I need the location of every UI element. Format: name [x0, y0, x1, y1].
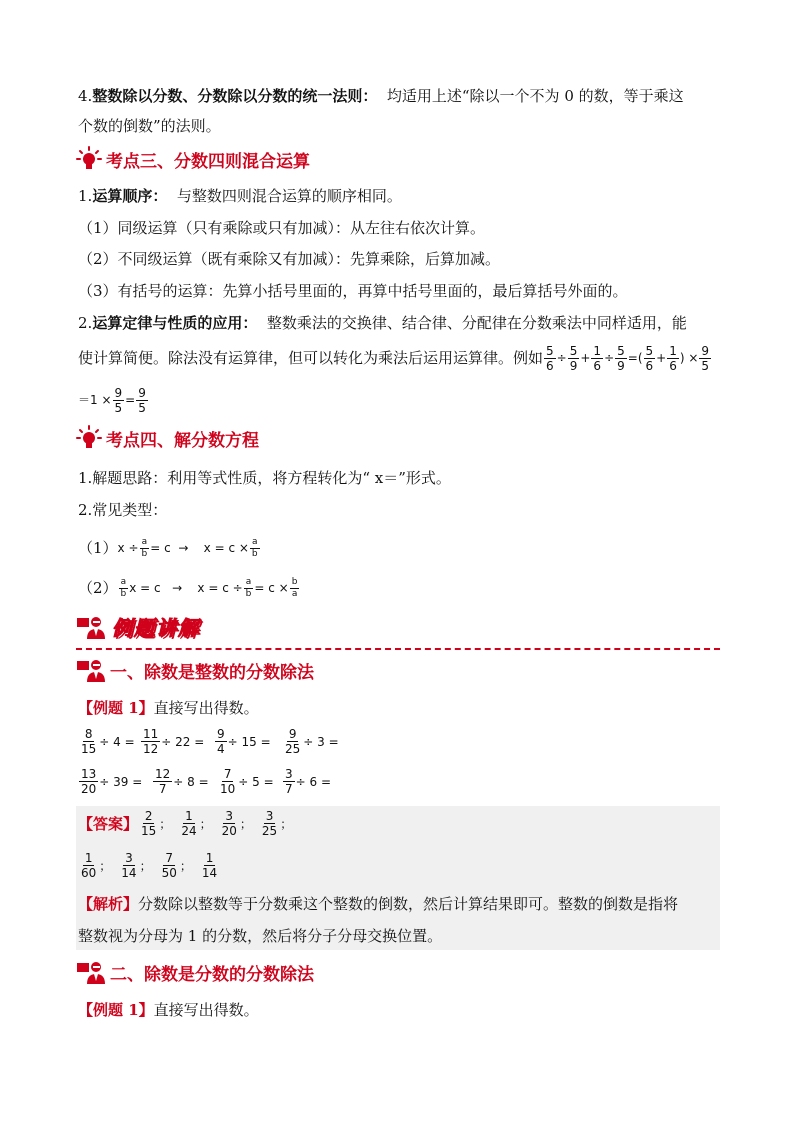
- rule4-line2: 个数的倒数”的法则。: [78, 117, 221, 135]
- question-item: $\frac{12}{7}$ ÷ 8 =: [155, 767, 209, 796]
- question-item: $\frac{3}{7}$ ÷ 6 =: [285, 767, 332, 796]
- kp3-order: 1.运算顺序： 与整数四则混合运算的顺序相同。: [78, 187, 402, 205]
- example-expression: $\frac{5}{6}$ ÷ $\frac{5}{9}$ + $\frac{1}{6}$ ÷ $\frac{5}{9}$ =( $\frac{5}{6}$ + $\frac{1}{6}$ ) × $\frac{9}{5}$: [546, 343, 710, 373]
- kp3-law-line1: 2.运算定律与性质的应用： 整数乘法的交换律、结合律、分配律在分数乘法中同样适用，能: [78, 314, 687, 332]
- kp3-law-line3: ＝1 × $\frac{9}{5}$ = $\frac{9}{5}$: [78, 385, 146, 415]
- kp3-item2: （2）不同级运算（既有乘除又有加减）：先算乘除，后算加减。: [78, 250, 501, 268]
- analysis-line2: 整数视为分母为 1 的分数，然后将分子分母交换位置。: [78, 927, 443, 945]
- question-row-1: [78, 728, 339, 755]
- sec1-heading: 一、除数是整数的分数除法: [76, 656, 314, 684]
- question-item: $\frac{13}{20}$ ÷ 39 =: [81, 767, 143, 796]
- kp3-item3: （3）有括号的运算：先算小括号里面的，再算中括号里面的，最后算括号外面的。: [78, 282, 628, 300]
- lightbulb-icon: [76, 146, 102, 172]
- kp3-heading: 考点三、分数四则混合运算: [76, 145, 310, 173]
- kp4-type1: （1） x ÷ $\frac{a}{b}$ = c → x = c × $\frac{a}{b}$: [78, 536, 258, 559]
- teacher-icon: [76, 657, 106, 683]
- kp3-item1: （1）同级运算（只有乘除或只有加减）：从左往右依次计算。: [78, 219, 486, 237]
- analysis-line1: 【解析】分数除以整数等于分数乘这个整数的倒数，然后计算结果即可。整数的倒数是指将: [78, 895, 679, 913]
- sec2-heading: 二、除数是分数的分数除法: [76, 958, 314, 986]
- rule4-line1: 4.整数除以分数、分数除以分数的统一法则： 均适用上述“除以一个不为 0 的数，等于乘这: [78, 87, 684, 105]
- question-item: $\frac{11}{12}$ ÷ 22 =: [143, 727, 205, 756]
- answer-row-1: 【答案】 $\frac{2}{15}$ ； $\frac{1}{24}$ ； $\frac{3}{20}$ ； $\frac{3}{25}$ ；: [78, 809, 293, 838]
- answer-row-2: $\frac{1}{60}$ ； $\frac{3}{14}$ ； $\frac{7}{50}$ ； $\frac{1}{14}$: [81, 851, 218, 880]
- kp4-idea: 1.解题思路：利用等式性质，将方程转化为“ x＝”形式。: [78, 469, 451, 487]
- question-item: $\frac{8}{15}$ ÷ 4 =: [81, 727, 135, 756]
- teacher-icon: [76, 614, 106, 640]
- section-divider: [76, 648, 720, 650]
- question-item: $\frac{7}{10}$ ÷ 5 =: [220, 767, 274, 796]
- question-item: $\frac{9}{4}$ ÷ 15 =: [217, 727, 271, 756]
- teacher-icon: [76, 959, 106, 985]
- sec2-example: 【例题 1】直接写出得数。: [78, 1001, 259, 1019]
- example-banner: 例题讲解: [76, 612, 200, 641]
- kp4-heading: 考点四、解分数方程: [76, 424, 259, 452]
- question-item: $\frac{9}{25}$ ÷ 3 =: [285, 727, 339, 756]
- kp4-types: 2.常见类型：: [78, 501, 168, 519]
- question-row-2: [78, 768, 331, 795]
- lightbulb-icon: [76, 425, 102, 451]
- sec1-example: 【例题 1】直接写出得数。: [78, 699, 259, 717]
- kp3-law-line2: 使计算简便。除法没有运算律，但可以转化为乘法后运用运算律。例如 $\frac{5}{6}$ ÷ $\frac{5}{9}$ + $\frac{1}{6}$ ÷ $\frac{5}{9}$ =( $\frac{5}{6}$ + $\frac{1}{6}$ ) × $\frac{9}{5}$: [78, 346, 712, 370]
- kp4-type2: （2） $\frac{a}{b}$ x = c → x = c ÷ $\frac{a}{b}$ = c × $\frac{b}{a}$: [78, 576, 298, 599]
